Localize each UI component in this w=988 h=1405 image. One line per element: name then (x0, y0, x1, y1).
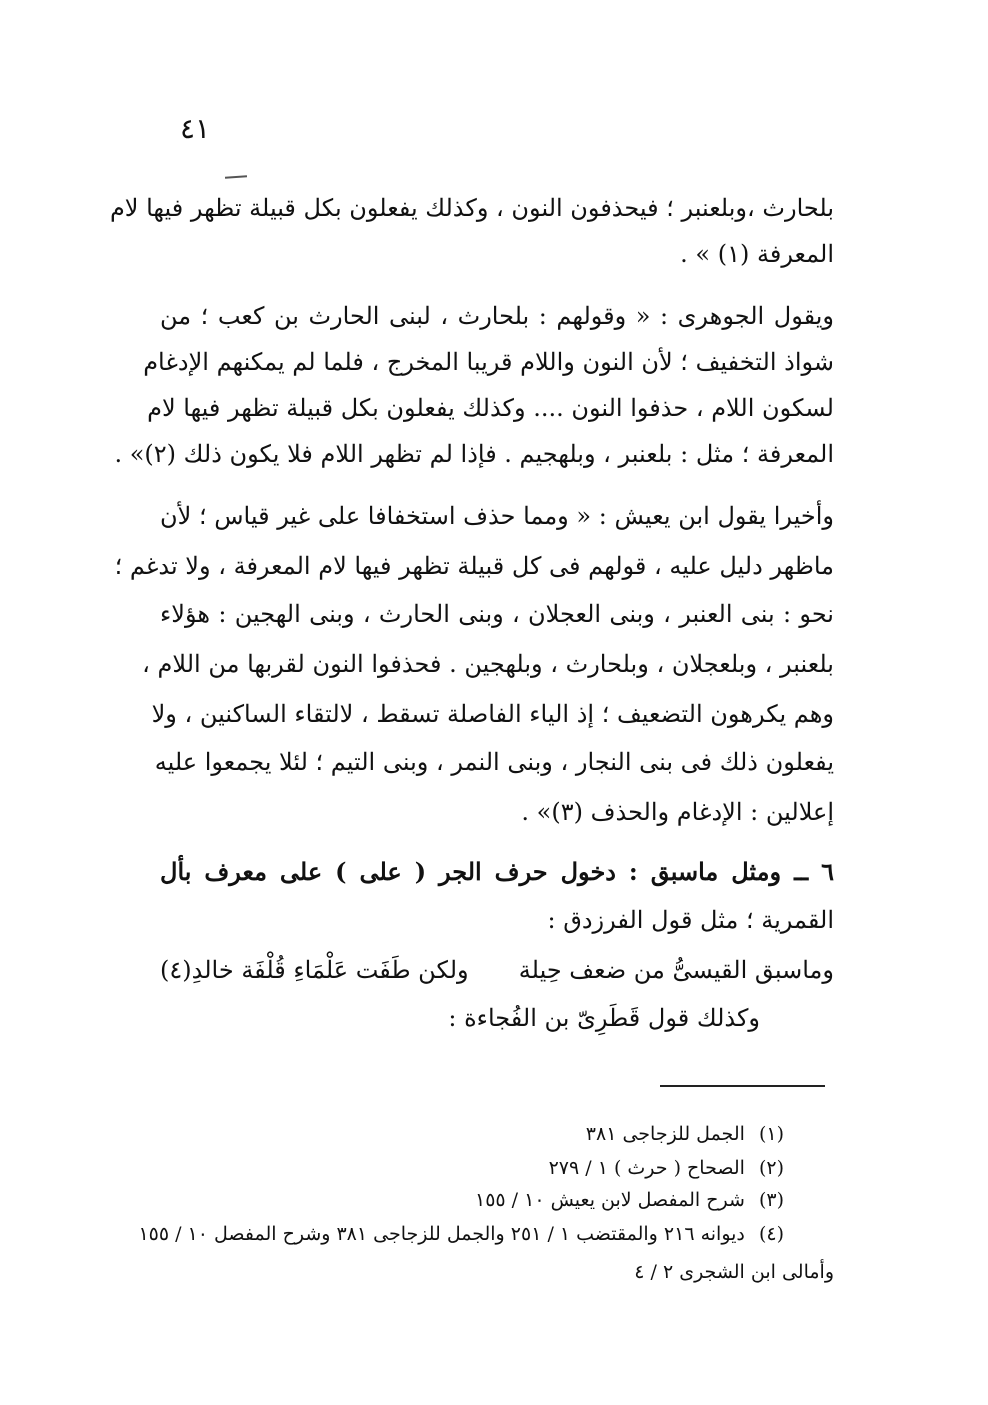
footnote-text: شرح المفصل لابن يعيش ١٠ / ١٥٥ (475, 1189, 745, 1211)
page-number: ٤١ (180, 112, 211, 145)
footnote (160, 1118, 834, 1150)
footnote-text: الصحاح ( حرث ) ١ / ٢٧٩ (548, 1157, 745, 1179)
text-line: شواذ التخفيف ؛ لأن النون واللام قريبا المخرج ، فلما لم يمكنهم الإدغام (143, 348, 834, 376)
text-line: نحو : بنى العنبر ، وبنى العجلان ، وبنى الحارث ، وبنى الهجين : هؤلاء (160, 600, 834, 628)
text-line: وهم يكرهون التضعيف ؛ إذ الياء الفاصلة تسقط ، لالتقاء الساكنين ، ولا (151, 700, 834, 728)
text-line: المعرفة (١) » . (680, 240, 834, 268)
footnote-number: (٤) (758, 1223, 784, 1245)
text-line: إعلالين : الإدغام والحذف (٣)» . (521, 798, 834, 826)
text-line: لسكون اللام ، حذفوا النون .... وكذلك يفعلون بكل قبيلة تظهر فيها لام (147, 394, 834, 422)
poetry-verse (160, 950, 834, 990)
footnote-number: (٢) (758, 1157, 784, 1179)
verse-second-hemistich: ولكن طَفَت عَلْمَاءِ قُلْفَة خالدِ(٤) (160, 956, 469, 984)
text-line: المعرفة ؛ مثل : بلعنبر ، وبلهجيم . فإذا لم تظهر اللام فلا يكون ذلك (٢)» . (114, 440, 834, 468)
footnote-text: وأمالى ابن الشجرى ٢ / ٤ (634, 1261, 834, 1283)
verse-first-hemistich: وماسبق القيسىُّ من ضعف حِيلة (518, 956, 834, 984)
footnote-separator (660, 1085, 825, 1087)
text-line: القمرية ؛ مثل قول الفرزدق : (547, 906, 834, 934)
text-line (160, 998, 834, 1038)
footnote-text: الجمل للزجاجى ٣٨١ (585, 1123, 745, 1145)
footnote (138, 1218, 834, 1250)
footnote-text: ديوانه ٢١٦ والمقتضب ١ / ٢٥١ والجمل للزجاجى ٣٨١ وشرح المفصل ١٠ / ١٥٥ (138, 1223, 745, 1245)
decorative-mark (225, 175, 247, 179)
text-line: يفعلون ذلك فى بنى النجار ، وبنى النمر ، وبنى التيم ؛ لئلا يجمعوا عليه (154, 748, 834, 776)
text-line: وأخيرا يقول ابن يعيش : « ومما حذف استخفافا على غير قياس ؛ لأن (160, 502, 834, 530)
footnote-number: (٣) (758, 1189, 784, 1211)
section-heading-line: ٦ ــ ومثل ماسبق : دخول حرف الجر ( على ) على معرف بأل (160, 857, 834, 886)
footnote (160, 1152, 834, 1184)
text-line: بلعنبر ، وبلعجلان ، وبلحارث ، وبلهجين . فحذفوا النون لقربها من اللام ، (142, 650, 834, 678)
footnote-number: (١) (758, 1123, 784, 1145)
text-line: بلحارث ،وبلعنبر ؛ فيحذفون النون ، وكذلك يفعلون بكل قبيلة تظهر فيها لام (109, 194, 834, 222)
text-line-content: وكذلك قول قَطَرِىّ بن الفُجاءة : (448, 1004, 760, 1032)
footnote-continuation (160, 1256, 834, 1288)
footnote (160, 1184, 834, 1216)
text-line: ويقول الجوهرى : « وقولهم : بلحارث ، لبنى الحارث بن كعب ؛ من (160, 302, 834, 330)
text-line: ماظهر دليل عليه ، قولهم فى كل قبيلة تظهر فيها لام المعرفة ، ولا تدغم ؛ (114, 552, 834, 580)
